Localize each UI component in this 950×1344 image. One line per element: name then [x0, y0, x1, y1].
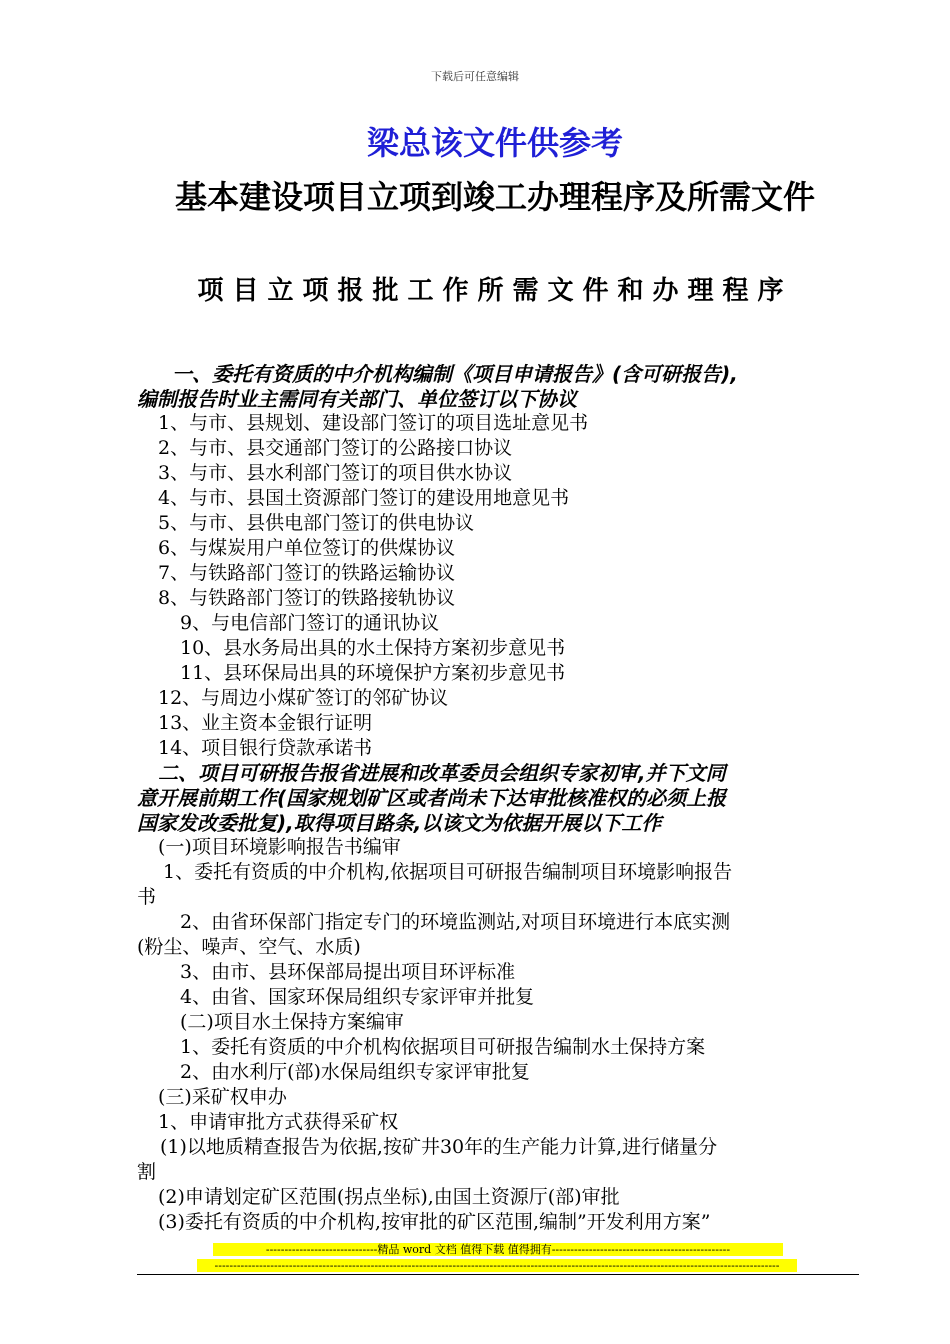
list-item: 12、与周边小煤矿签订的邻矿协议 [158, 687, 449, 709]
subsection-title: (二)项目水土保持方案编审 [180, 1011, 404, 1033]
list-item: 8、与铁路部门签订的铁路接轨协议 [158, 587, 456, 609]
list-item: 3、与市、县水利部门签订的项目供水协议 [158, 462, 513, 484]
list-item: 5、与市、县供电部门签订的供电协议 [158, 512, 475, 534]
list-item: 2、与市、县交通部门签订的公路接口协议 [158, 437, 513, 459]
paragraph-line: 1、委托有资质的中介机构,依据项目可研报告编制项目环境影响报告 [163, 861, 733, 883]
section-title: 项目立项报批工作所需文件和办理程序 [197, 276, 793, 306]
subsection-title: (一)项目环境影响报告书编审 [158, 836, 401, 858]
paragraph-line: 4、由省、国家环保局组织专家评审并批复 [180, 986, 535, 1008]
footer-divider [137, 1274, 859, 1275]
list-item: 14、项目银行贷款承诺书 [158, 737, 373, 759]
footer-banner: ------------------------------精品 word 文档 值得下载 值得拥有------------------------------------------------ [213, 1243, 783, 1256]
section2-heading-line1: 二、项目可研报告报省进展和改革委员会组织专家初审,并下文同 [158, 761, 726, 785]
paragraph-line: 2、由省环保部门指定专门的环境监测站,对项目环境进行本底实测 [180, 911, 731, 933]
list-item: 11、县环保局出具的环境保护方案初步意见书 [180, 662, 566, 684]
paragraph-line: 书 [137, 886, 157, 908]
paragraph-line: 1、申请审批方式获得采矿权 [158, 1111, 399, 1133]
list-item: 9、与电信部门签订的通讯协议 [180, 612, 440, 634]
section1-heading-line2: 编制报告时业主需同有关部门、单位签订以下协议 [137, 387, 577, 411]
list-item: 13、业主资本金银行证明 [158, 712, 373, 734]
list-item: 7、与铁路部门签订的铁路运输协议 [158, 562, 456, 584]
section1-heading-line1: 一、委托有资质的中介机构编制《项目申请报告》(含可研报告), [172, 362, 738, 386]
paragraph-line: (3)委托有资质的中介机构,按审批的矿区范围,编制”开发利用方案” [158, 1211, 711, 1233]
list-item: 1、与市、县规划、建设部门签订的项目选址意见书 [158, 412, 589, 434]
paragraph-line: (粉尘、噪声、空气、水质) [137, 936, 361, 958]
paragraph-line: 2、由水利厅(部)水保局组织专家评审批复 [180, 1061, 530, 1083]
paragraph-line: 1、委托有资质的中介机构依据项目可研报告编制水土保持方案 [180, 1036, 706, 1058]
header-note: 下载后可任意编辑 [431, 70, 519, 83]
paragraph-line: 3、由市、县环保部局提出项目环评标准 [180, 961, 516, 983]
list-item: 4、与市、县国土资源部门签订的建设用地意见书 [158, 487, 570, 509]
subsection-title: (三)采矿权申办 [158, 1086, 287, 1108]
paragraph-line: (2)申请划定矿区范围(拐点坐标),由国土资源厅(部)审批 [158, 1186, 620, 1208]
reference-title: 梁总该文件供参考 [366, 124, 623, 162]
paragraph-line: 割 [137, 1161, 157, 1183]
main-title: 基本建设项目立项到竣工办理程序及所需文件 [174, 178, 815, 216]
paragraph-line: (1)以地质精查报告为依据,按矿井30年的生产能力计算,进行储量分 [160, 1136, 718, 1158]
list-item: 10、县水务局出具的水土保持方案初步意见书 [180, 637, 566, 659]
list-item: 6、与煤炭用户单位签订的供煤协议 [158, 537, 456, 559]
footer-dash-line: -------------------------------------------------------------------------------------------------------------------------------------------------------- [197, 1259, 797, 1272]
section2-heading-line2: 意开展前期工作(国家规划矿区或者尚未下达审批核准权的必须上报 [137, 786, 727, 810]
section2-heading-line3: 国家发改委批复),取得项目路条,以该文为依据开展以下工作 [137, 811, 662, 835]
